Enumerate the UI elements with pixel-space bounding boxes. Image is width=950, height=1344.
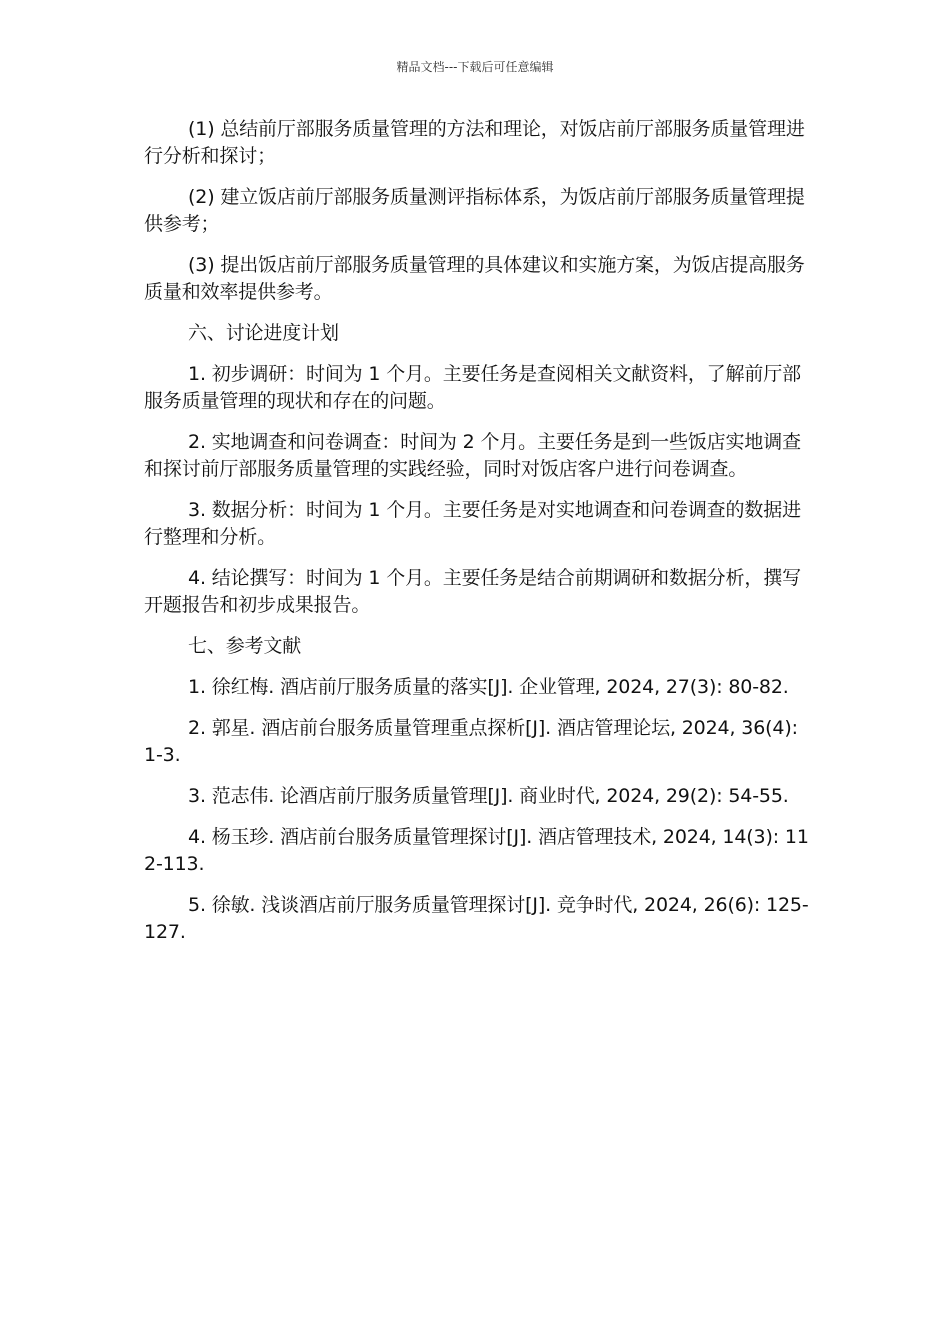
- objective-3: (3) 提出饭店前厅部服务质量管理的具体建议和实施方案，为饭店提高服务质量和效率提供参考。: [144, 254, 805, 303]
- reference-2: 2. 郭星. 酒店前台服务质量管理重点探析[J]. 酒店管理论坛, 2024, 36(4): 1-3.: [144, 717, 798, 766]
- schedule-item-1: 1. 初步调研：时间为 1 个月。主要任务是查阅相关文献资料，了解前厅部服务质量管理的现状和存在的问题。: [144, 363, 801, 412]
- reference-1: 1. 徐红梅. 酒店前厅服务质量的落实[J]. 企业管理, 2024, 27(3): 80-82.: [188, 676, 789, 698]
- section-heading-references: 七、参考文献: [188, 635, 302, 657]
- reference-5: 5. 徐敏. 浅谈酒店前厅服务质量管理探讨[J]. 竞争时代, 2024, 26(6): 125-127.: [144, 894, 809, 943]
- reference-4: 4. 杨玉珍. 酒店前台服务质量管理探讨[J]. 酒店管理技术, 2024, 14(3): 112-113.: [144, 826, 809, 875]
- section-heading-schedule: 六、讨论进度计划: [188, 322, 339, 344]
- document-body: [144, 116, 810, 960]
- objective-1: (1) 总结前厅部服务质量管理的方法和理论，对饭店前厅部服务质量管理进行分析和探讨；: [144, 118, 805, 167]
- schedule-item-4: 4. 结论撰写：时间为 1 个月。主要任务是结合前期调研和数据分析，撰写开题报告和初步成果报告。: [144, 567, 801, 616]
- reference-3: 3. 范志伟. 论酒店前厅服务质量管理[J]. 商业时代, 2024, 29(2): 54-55.: [188, 785, 789, 807]
- schedule-item-2: 2. 实地调查和问卷调查：时间为 2 个月。主要任务是到一些饭店实地调查和探讨前厅部服务质量管理的实践经验，同时对饭店客户进行问卷调查。: [144, 431, 801, 480]
- schedule-item-3: 3. 数据分析：时间为 1 个月。主要任务是对实地调查和问卷调查的数据进行整理和分析。: [144, 499, 801, 548]
- page-header: 精品文档---下载后可任意编辑: [396, 60, 554, 74]
- objective-2: (2) 建立饭店前厅部服务质量测评指标体系，为饭店前厅部服务质量管理提供参考；: [144, 186, 805, 235]
